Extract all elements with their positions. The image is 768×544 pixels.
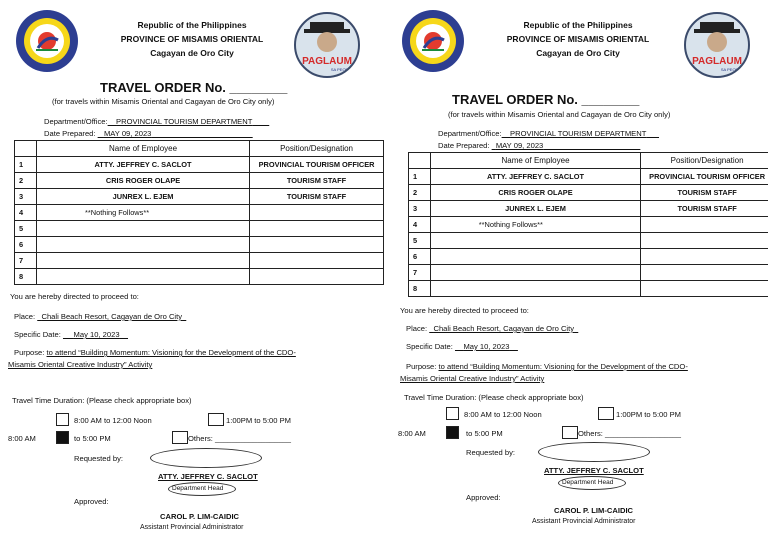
date-prepared-value: MAY 09, 2023 [103,129,152,138]
col-position-header: Position/Designation [641,153,768,169]
table-row: 2 CRIS ROGER OLAPE TOURISM STAFF [15,173,384,189]
purpose-line-1: to attend “Building Momentum: Visioning for the Development of the CDO- [46,348,296,357]
specific-date-value: May 10, 2023 [73,330,120,339]
directed-text: You are hereby directed to proceed to: [10,292,139,301]
approver-title: Assistant Provincial Administrator [140,524,244,531]
place-value: Chali Beach Resort, Cagayan de Oro City [433,324,575,333]
header-republic: Republic of the Philippines [137,20,247,30]
others-option-label: Others: __________________ [188,434,292,443]
employee-table [408,152,768,297]
morning-option-label: 8:00 AM to 12:00 Noon [74,416,152,425]
table-row: 8 [409,281,768,297]
table-row: 5 [409,233,768,249]
svg-text:SA PEOPLE: SA PEOPLE [330,67,354,72]
date-prepared-value: MAY 09, 2023 [495,141,544,150]
approver-name: CAROL P. LIM-CAIDIC [160,512,240,521]
office-value: PROVINCIAL TOURISM DEPARTMENT [510,129,647,138]
whole-day-checkbox[interactable] [446,426,459,439]
header-city: Cagayan de Oro City [150,48,234,58]
place-row: Place: Chali Beach Resort, Cagayan de Oro City [14,312,183,321]
travel-order-title: TRAVEL ORDER No. ________ [100,80,288,95]
table-row: 6 [15,237,384,253]
requester-name: ATTY. JEFFREY C. SACLOT [158,472,258,481]
purpose-row: Purpose: to attend “Building Momentum: Visioning for the Development of the CDO- [406,362,688,371]
travel-order-copy-right [390,0,768,544]
travel-order-subtitle: (for travels within Misamis Oriental and Cagayan de Oro City only) [448,110,671,119]
table-row: 3 JUNREX L. EJEM TOURISM STAFF [15,189,384,205]
paglaum-badge-logo [294,12,360,78]
table-row: 1 ATTY. JEFFREY C. SACLOT PROVINCIAL TOURISM OFFICER [15,157,384,173]
header-province: PROVINCE OF MISAMIS ORIENTAL [120,34,264,44]
afternoon-option-label: 1:00PM to 5:00 PM [226,416,292,425]
whole-day-prefix: 8:00 AM [398,429,426,438]
date-prepared-label: Date Prepared: [44,129,96,138]
col-name-header: Name of Employee [37,141,250,157]
table-row: 7 [409,265,768,281]
whole-day-suffix: to 5:00 PM [466,429,503,438]
specific-date-row: Specific Date: May 10, 2023 [14,330,120,339]
afternoon-checkbox[interactable] [598,407,614,420]
table-header-row [15,141,384,157]
table-row: 6 [409,249,768,265]
table-row: 8 [15,269,384,285]
col-name-header: Name of Employee [430,153,640,169]
requester-title: Department Head [172,485,224,492]
place-row: Place: Chali Beach Resort, Cagayan de Oro City [406,324,575,333]
approver-title: Assistant Provincial Administrator [532,518,636,525]
approver-name: CAROL P. LIM-CAIDIC [554,506,634,515]
svg-text:PAGLAUM: PAGLAUM [692,56,742,67]
afternoon-checkbox[interactable] [208,413,224,426]
svg-text:PAGLAUM: PAGLAUM [302,56,352,67]
table-row: 2 CRIS ROGER OLAPE TOURISM STAFF [409,185,768,201]
table-row: 3 JUNREX L. EJEM TOURISM STAFF [409,201,768,217]
employee-table [14,140,384,285]
purpose-line-2: Misamis Oriental Creative Industry” Activity [400,374,545,383]
header-republic: Republic of the Philippines [523,20,633,30]
table-row: 7 [15,253,384,269]
others-checkbox[interactable] [562,426,578,439]
duration-label: Travel Time Duration: (Please check appropriate box) [404,393,584,402]
province-seal-logo [16,10,78,72]
travel-order-title: TRAVEL ORDER No. ________ [452,92,640,107]
svg-text:SA PEOPLE: SA PEOPLE [720,67,744,72]
header-province: PROVINCE OF MISAMIS ORIENTAL [506,34,650,44]
requester-name: ATTY. JEFFREY C. SACLOT [544,466,644,475]
header-city: Cagayan de Oro City [536,48,620,58]
requested-by-label: Requested by: [466,448,515,457]
directed-text: You are hereby directed to proceed to: [400,306,529,315]
table-row: 5 [15,221,384,237]
others-checkbox[interactable] [172,431,188,444]
others-option-label: Others: __________________ [578,429,682,438]
purpose-line-2: Misamis Oriental Creative Industry” Activity [8,360,153,369]
signature-mark [538,442,650,462]
whole-day-checkbox[interactable] [56,431,69,444]
approved-label: Approved: [466,493,501,502]
requested-by-label: Requested by: [74,454,123,463]
morning-checkbox[interactable] [56,413,69,426]
duration-label: Travel Time Duration: (Please check appropriate box) [12,396,192,405]
place-value: Chali Beach Resort, Cagayan de Oro City [41,312,183,321]
province-seal-logo [402,10,464,72]
afternoon-option-label: 1:00PM to 5:00 PM [616,410,682,419]
table-row: 4 **Nothing Follows** [409,217,768,233]
date-prepared-row [44,129,253,138]
requester-title: Department Head [562,479,614,486]
whole-day-prefix: 8:00 AM [8,434,36,443]
specific-date-row: Specific Date: May 10, 2023 [406,342,510,351]
purpose-row: Purpose: to attend “Building Momentum: Visioning for the Development of the CDO- [14,348,296,357]
table-row: 1 ATTY. JEFFREY C. SACLOT PROVINCIAL TOURISM OFFICER [409,169,768,185]
whole-day-suffix: to 5:00 PM [74,434,111,443]
travel-order-subtitle: (for travels within Misamis Oriental and Cagayan de Oro City only) [52,97,275,106]
office-value: PROVINCIAL TOURISM DEPARTMENT [116,117,253,126]
morning-checkbox[interactable] [446,407,459,420]
morning-option-label: 8:00 AM to 12:00 Noon [464,410,542,419]
date-prepared-row: Date Prepared: MAY 09, 2023 [438,141,544,150]
table-row: 4 **Nothing Follows** [15,205,384,221]
paglaum-badge-logo [684,12,750,78]
table-header-row [409,153,768,169]
specific-date-value: May 10, 2023 [463,342,510,351]
approved-label: Approved: [74,497,109,506]
office-row: Department/Office: PROVINCIAL TOURISM DEPARTMENT [438,129,647,138]
purpose-line-1: to attend “Building Momentum: Visioning for the Development of the CDO- [438,362,688,371]
col-position-header: Position/Designation [250,141,384,157]
office-label: Department/Office: [44,117,108,126]
office-row [44,117,269,126]
signature-mark [150,448,262,468]
